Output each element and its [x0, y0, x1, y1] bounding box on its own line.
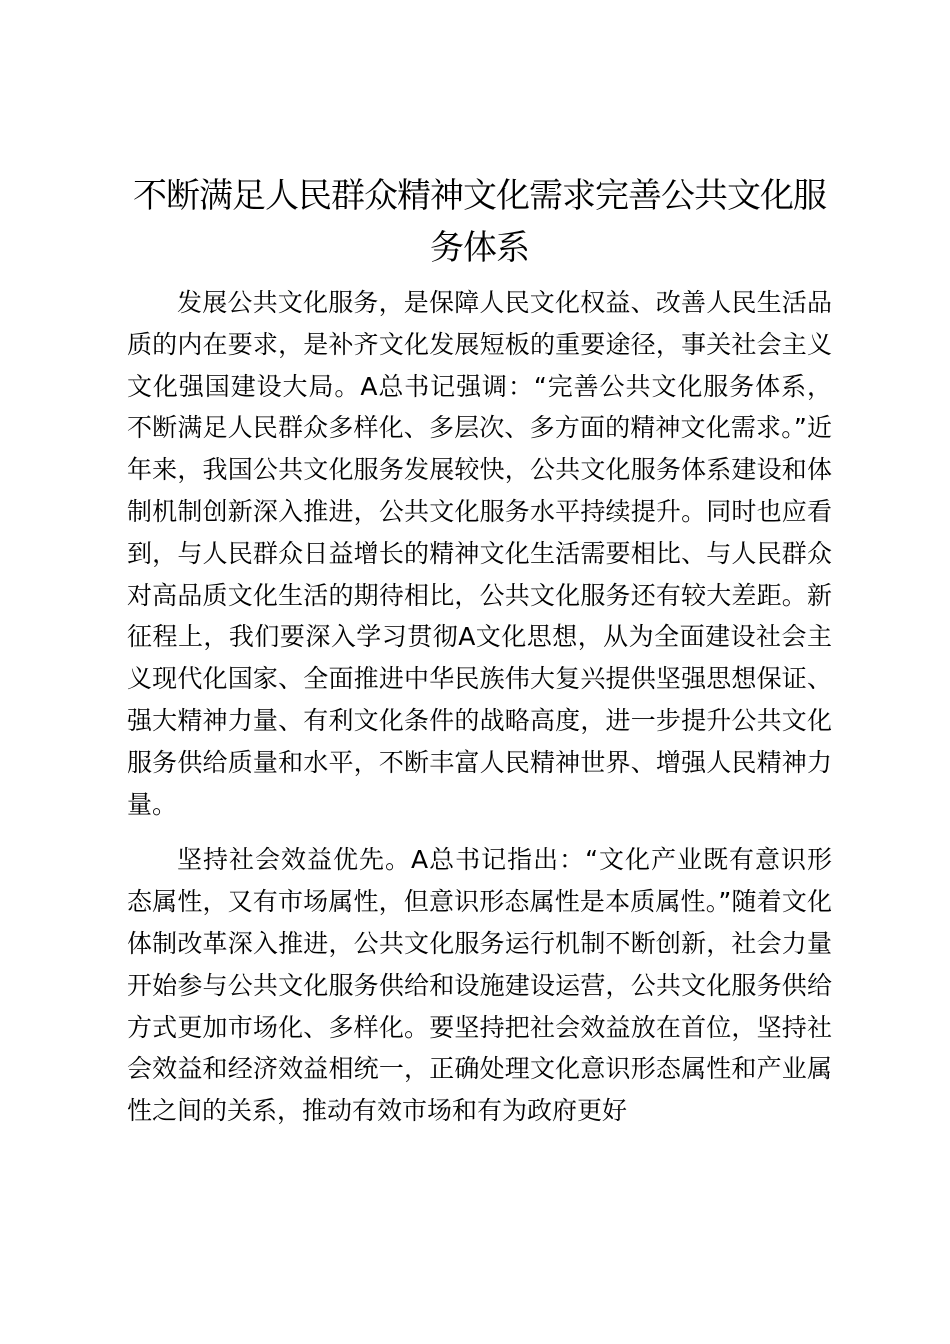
document-page — [127, 170, 832, 1132]
document-title: 不断满足人民群众精神文化需求完善公共文化服务体系 — [133, 176, 826, 268]
paragraph-1: 发展公共文化服务，是保障人民文化权益、改善人民生活品质的内在要求，是补齐文化发展短板的重要途径，事关社会主义文化强国建设大局。A总书记强调：“完善公共文化服务体系，不断满足人民群众多样化、多层次、多方面的精神文化需求。”近年来，我国公共文化服务发展较快，公共文化服务体系建设和体制机制创新深入推进，公共文化服务水平持续提升。同时也应看到，与人民群众日益增长的精神文化生活需要相比、与人民群众对高品质文化生活的期待相比，公共文化服务还有较大差距。新征程上，我们要深入学习贯彻A文化思想，从为全面建设社会主义现代化国家、全面推进中华民族伟大复兴提供坚强思想保证、强大精神力量、有利文化条件的战略高度，进一步提升公共文化服务供给质量和水平，不断丰富人民精神世界、增强人民精神力量。 — [127, 288, 832, 819]
paragraph-2: 坚持社会效益优先。A总书记指出：“文化产业既有意识形态属性，又有市场属性，但意识形态属性是本质属性。”随着文化体制改革深入推进，公共文化服务运行机制不断创新，社会力量开始参与公共文化服务供给和设施建设运营，公共文化服务供给方式更加市场化、多样化。要坚持把社会效益放在首位，坚持社会效益和经济效益相统一，正确处理文化意识形态属性和产业属性之间的关系，推动有效市场和有为政府更好 — [127, 845, 832, 1126]
